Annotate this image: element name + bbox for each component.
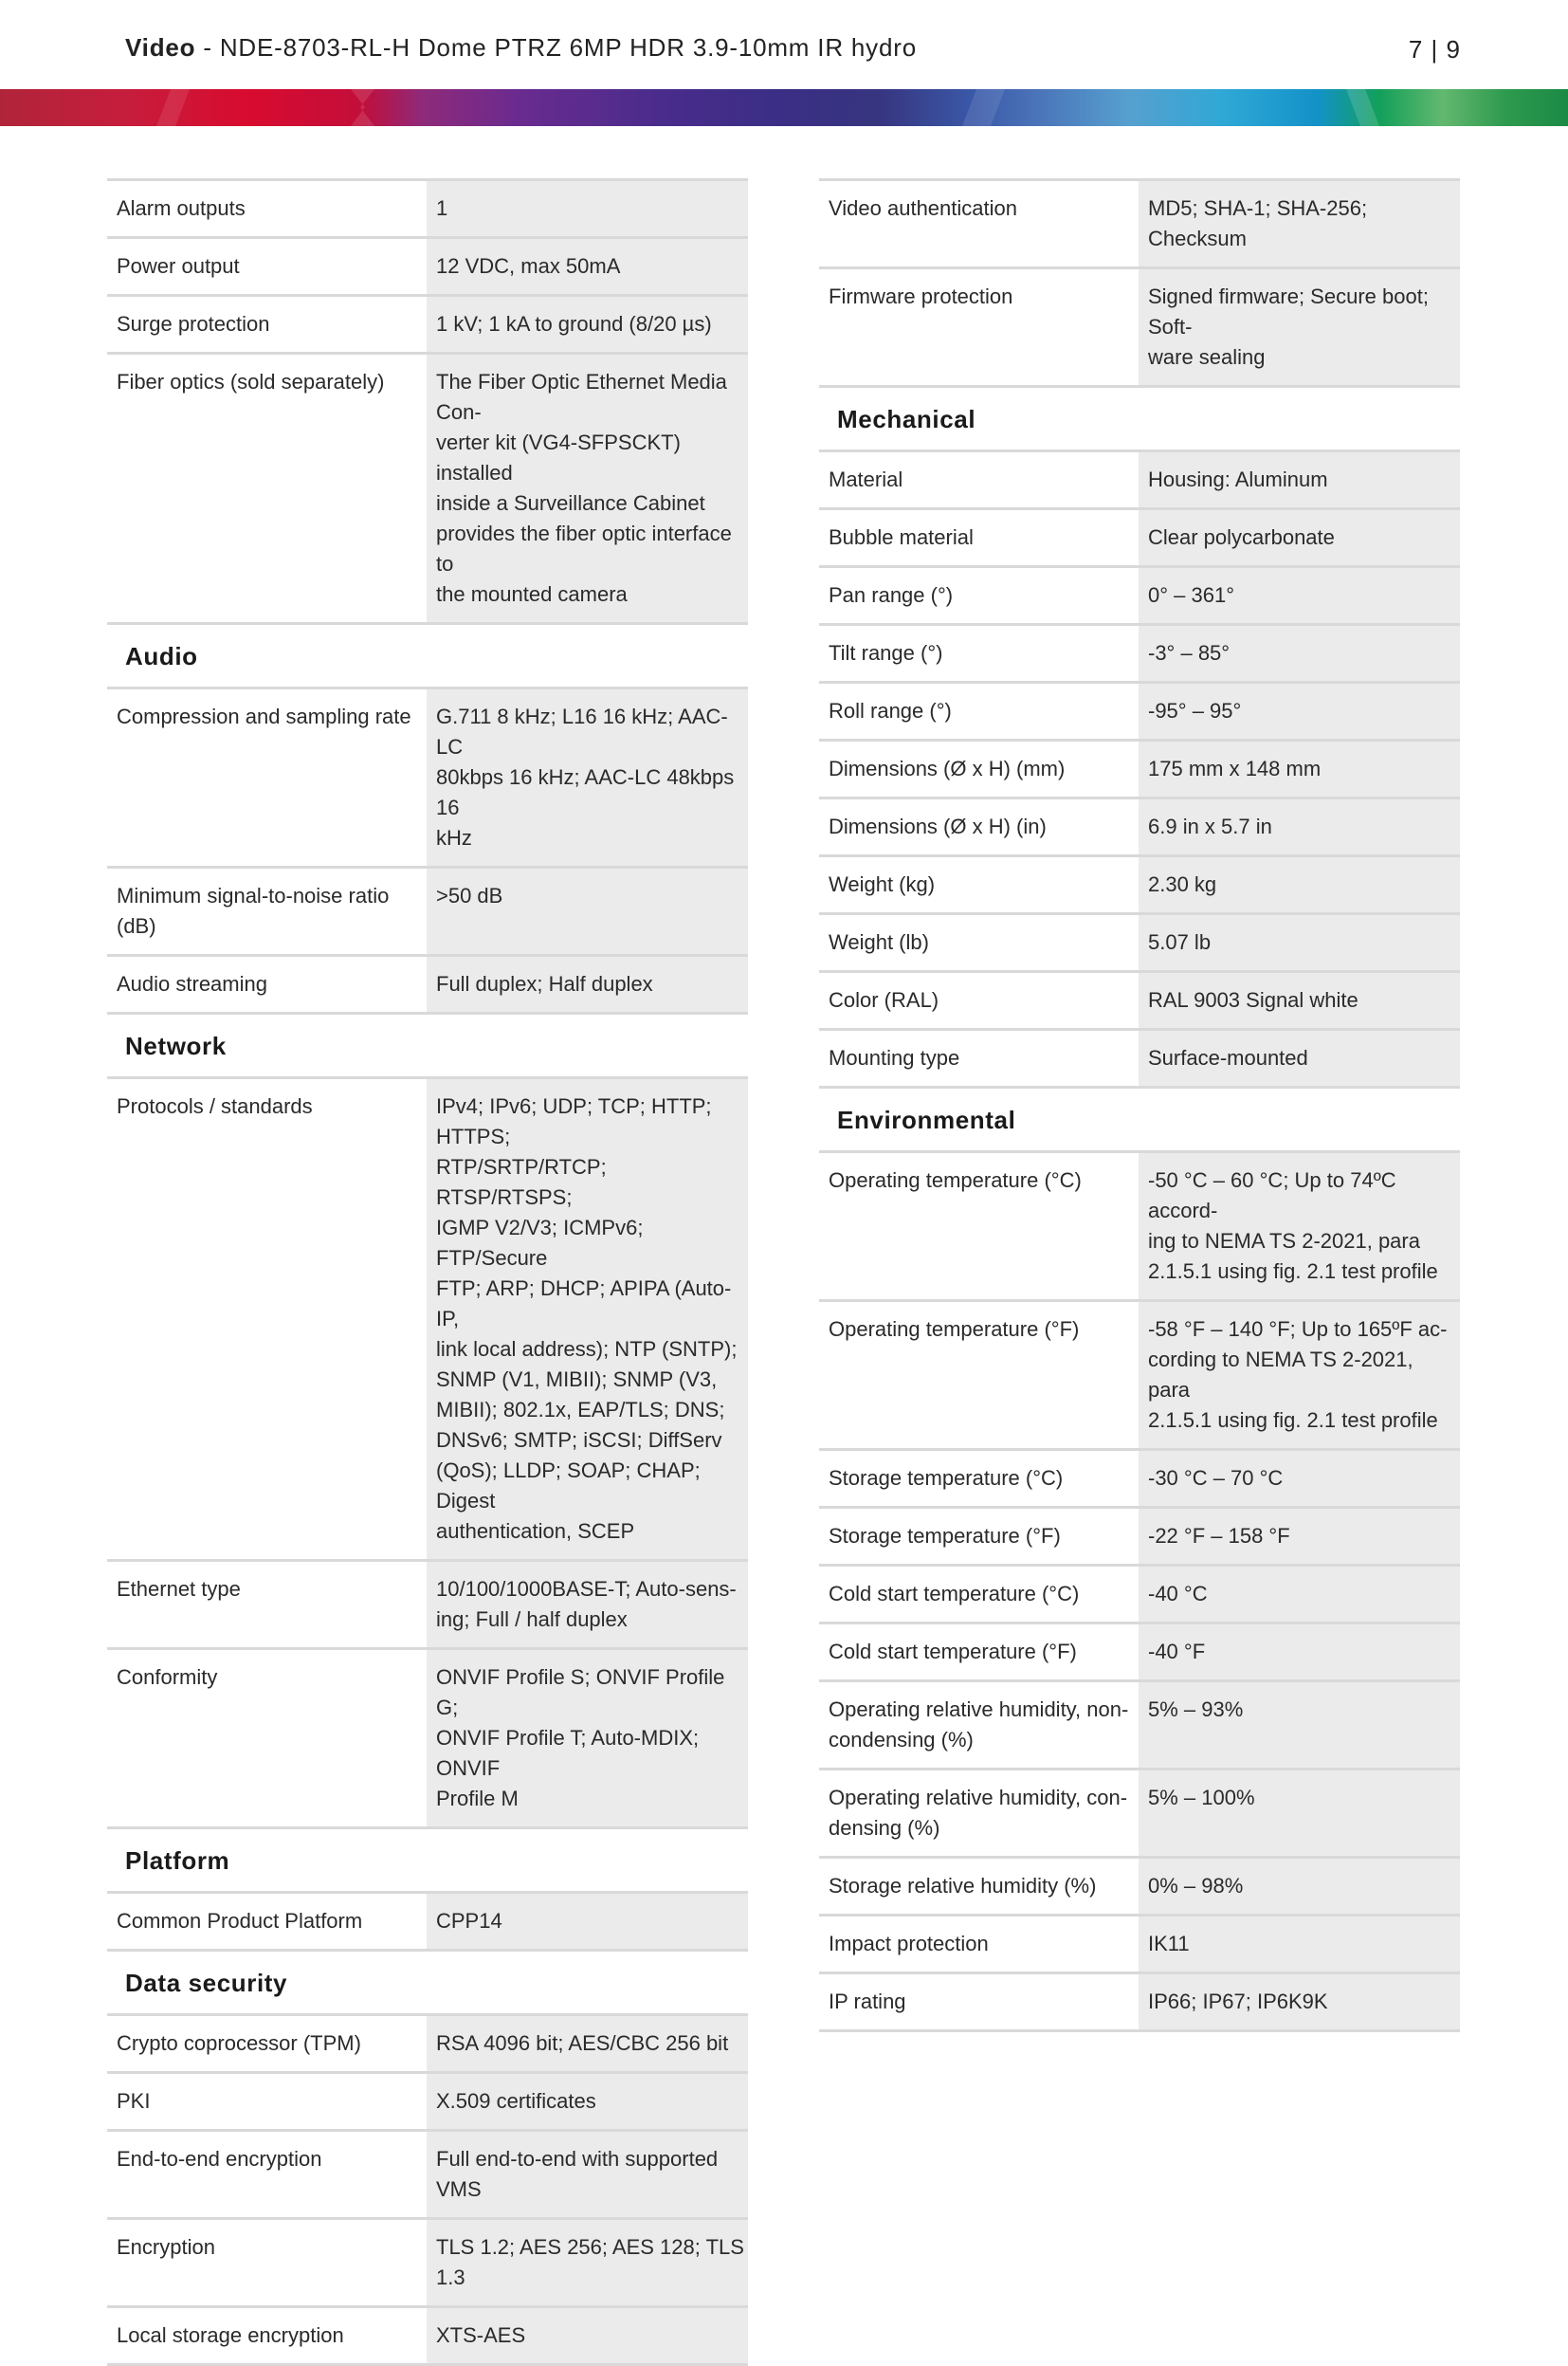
spec-label-line: Cold start temperature (°F)	[829, 1640, 1077, 1663]
spec-label-line: Roll range (°)	[829, 699, 952, 723]
spec-row	[819, 1972, 1460, 2029]
spec-value-line: -40 °C	[1148, 1582, 1208, 1605]
spec-value	[427, 2132, 748, 2217]
spec-row	[107, 687, 748, 866]
spec-label-line: Ethernet type	[117, 1577, 241, 1601]
spec-label	[819, 799, 1139, 854]
section-heading: Mechanical	[819, 385, 1460, 449]
spec-value-line: 12 VDC, max 50mA	[436, 254, 621, 278]
spec-label-line: Storage temperature (°F)	[829, 1524, 1061, 1548]
spec-value-line: Full end-to-end with supported VMS	[436, 2147, 719, 2201]
spec-value-line: 0° – 361°	[1148, 583, 1234, 607]
spec-label	[819, 684, 1139, 739]
spec-value	[1139, 684, 1460, 739]
section-heading: Environmental	[819, 1086, 1460, 1150]
spec-value	[1139, 1624, 1460, 1679]
spec-row	[107, 352, 748, 622]
spec-value-line: 2.30 kg	[1148, 872, 1217, 896]
spec-value-line: ONVIF Profile T; Auto-MDIX; ONVIF	[436, 1726, 700, 1780]
spec-value-line: cording to NEMA TS 2-2021, para	[1148, 1348, 1413, 1402]
spec-value-line: G.711 8 kHz; L16 16 kHz; AAC-LC	[436, 705, 728, 759]
spec-label	[819, 1770, 1139, 1856]
spec-label-line: Crypto coprocessor (TPM)	[117, 2031, 361, 2055]
spec-value-line: DNSv6; SMTP; iSCSI; DiffServ	[436, 1428, 722, 1452]
spec-label-line: Operating relative humidity, non-	[829, 1697, 1129, 1721]
spec-row	[819, 912, 1460, 970]
spec-label	[819, 1153, 1139, 1299]
spec-value	[1139, 1859, 1460, 1914]
spec-value	[1139, 1031, 1460, 1086]
spec-value-line: RTP/SRTP/RTCP; RTSP/RTSPS;	[436, 1155, 607, 1209]
spec-value-line: CPP14	[436, 1909, 502, 1933]
spec-value	[1139, 1770, 1460, 1856]
spec-row	[819, 623, 1460, 681]
table-bottom-rule	[819, 2029, 1460, 2032]
spec-value-line: Surface-mounted	[1148, 1046, 1308, 1070]
spec-value-line: ing; Full / half duplex	[436, 1607, 628, 1631]
spec-row	[107, 178, 748, 236]
spec-row	[819, 1622, 1460, 1679]
spec-value	[1139, 1917, 1460, 1972]
spec-label-line: Material	[829, 468, 903, 491]
spec-value	[1139, 1153, 1460, 1299]
spec-label	[107, 2132, 427, 2217]
spec-value	[427, 2016, 748, 2071]
spec-row	[819, 1506, 1460, 1564]
spec-value	[1139, 1451, 1460, 1506]
spec-label	[819, 1031, 1139, 1086]
spec-label-line: Color (RAL)	[829, 988, 939, 1012]
spec-label-line: Common Product Platform	[117, 1909, 363, 1933]
spec-value-line: X.509 certificates	[436, 2089, 596, 2113]
spec-label	[819, 1859, 1139, 1914]
spec-row	[107, 2071, 748, 2129]
spec-value-line: 1 kV; 1 kA to ground (8/20 µs)	[436, 312, 712, 336]
spec-value-line: ONVIF Profile S; ONVIF Profile G;	[436, 1665, 725, 1719]
spec-row	[819, 797, 1460, 854]
spec-label-line: Operating relative humidity, con-	[829, 1786, 1128, 1809]
section-heading: Network	[107, 1012, 748, 1076]
spec-label	[819, 973, 1139, 1028]
spec-value	[1139, 973, 1460, 1028]
spec-label-line: Weight (kg)	[829, 872, 936, 896]
spec-label	[107, 1079, 427, 1559]
spec-value-line: 2.1.5.1 using fig. 2.1 test profile	[1148, 1408, 1438, 1432]
spec-label	[107, 957, 427, 1012]
spec-value	[1139, 452, 1460, 507]
spec-label-line: Power output	[117, 254, 240, 278]
spec-row	[819, 449, 1460, 507]
spec-row	[107, 1647, 748, 1826]
spec-label	[819, 568, 1139, 623]
spec-value-line: Profile M	[436, 1787, 519, 1810]
spec-value-line: 5.07 lb	[1148, 930, 1212, 954]
spec-label-line: Operating temperature (°F)	[829, 1317, 1080, 1341]
spec-label	[819, 1917, 1139, 1972]
spec-label-line: PKI	[117, 2089, 151, 2113]
spec-value-line: 1	[436, 196, 448, 220]
spec-row	[819, 1768, 1460, 1856]
spec-value-line: (QoS); LLDP; SOAP; CHAP; Digest	[436, 1458, 701, 1513]
brand-color-band	[0, 89, 1568, 126]
spec-value-line: 0% – 98%	[1148, 1874, 1244, 1898]
spec-row	[819, 1914, 1460, 1972]
spec-value-line: the mounted camera	[436, 582, 628, 606]
spec-value	[427, 957, 748, 1012]
spec-value	[1139, 742, 1460, 797]
spec-row	[819, 178, 1460, 266]
spec-value-line: IGMP V2/V3; ICMPv6; FTP/Secure	[436, 1216, 644, 1270]
spec-row	[107, 954, 748, 1012]
spec-value-line: FTP; ARP; DHCP; APIPA (Auto-IP,	[436, 1276, 732, 1330]
spec-value	[427, 239, 748, 294]
spec-label-line: Tilt range (°)	[829, 641, 943, 665]
spec-label	[819, 742, 1139, 797]
spec-value-line: ing to NEMA TS 2-2021, para	[1148, 1229, 1420, 1253]
spec-label	[107, 355, 427, 622]
spec-label	[819, 915, 1139, 970]
spec-label	[819, 626, 1139, 681]
section-heading: Data security	[107, 1949, 748, 2013]
page-number: 7 | 9	[1408, 35, 1461, 64]
spec-value-line: link local address); NTP (SNTP);	[436, 1337, 738, 1361]
spec-label-line: Cold start temperature (°C)	[829, 1582, 1080, 1605]
spec-label-line: Audio streaming	[117, 972, 267, 996]
spec-value	[1139, 181, 1460, 266]
spec-value-line: 2.1.5.1 using fig. 2.1 test profile	[1148, 1259, 1438, 1283]
spec-value-line: -40 °F	[1148, 1640, 1206, 1663]
spec-value	[427, 689, 748, 866]
spec-value	[427, 1650, 748, 1826]
spec-row	[819, 681, 1460, 739]
spec-value-line: XTS-AES	[436, 2323, 526, 2347]
left-spec-column	[107, 178, 748, 2366]
spec-value	[427, 181, 748, 236]
spec-label-line: condensing (%)	[829, 1728, 974, 1752]
spec-label-line: Surge protection	[117, 312, 270, 336]
spec-value	[427, 1079, 748, 1559]
spec-label	[819, 181, 1139, 266]
spec-value-line: IPv4; IPv6; UDP; TCP; HTTP; HTTPS;	[436, 1094, 712, 1148]
spec-value-line: 1.3	[436, 2265, 465, 2289]
spec-label	[107, 689, 427, 866]
spec-label-line: Video authentication	[829, 196, 1017, 220]
spec-value-line: 175 mm x 148 mm	[1148, 757, 1322, 780]
spec-label-line: Weight (lb)	[829, 930, 929, 954]
spec-label	[107, 181, 427, 236]
spec-label-line: Conformity	[117, 1665, 218, 1689]
spec-value	[1139, 1302, 1460, 1448]
spec-label	[819, 269, 1139, 385]
spec-value	[427, 2308, 748, 2363]
spec-value	[1139, 1567, 1460, 1622]
spec-value	[1139, 269, 1460, 385]
spec-value-line: TLS 1.2; AES 256; AES 128; TLS	[436, 2235, 744, 2259]
spec-value	[427, 869, 748, 954]
spec-value	[1139, 626, 1460, 681]
spec-value	[427, 297, 748, 352]
spec-value-line: MD5; SHA-1; SHA-256; Checksum	[1148, 196, 1368, 250]
spec-row	[107, 2013, 748, 2071]
spec-label-line: Dimensions (Ø x H) (in)	[829, 815, 1047, 838]
spec-row	[107, 294, 748, 352]
spec-label-line: End-to-end encryption	[117, 2147, 322, 2171]
spec-value-line: kHz	[436, 826, 472, 850]
spec-label-line: Pan range (°)	[829, 583, 954, 607]
spec-label	[819, 1451, 1139, 1506]
spec-value-line: -3° – 85°	[1148, 641, 1231, 665]
spec-label	[819, 510, 1139, 565]
spec-value-line: IP66; IP67; IP6K9K	[1148, 1990, 1328, 2013]
spec-label-line: Compression and sampling rate	[117, 705, 411, 728]
spec-value-line: The Fiber Optic Ethernet Media Con-	[436, 370, 727, 424]
spec-value	[1139, 1974, 1460, 2029]
spec-label-line: Alarm outputs	[117, 196, 246, 220]
spec-row	[819, 565, 1460, 623]
spec-value-line: 5% – 93%	[1148, 1697, 1244, 1721]
spec-label	[107, 239, 427, 294]
spec-value-line: inside a Surveillance Cabinet	[436, 491, 705, 515]
spec-value-line: SNMP (V1, MIBII); SNMP (V3,	[436, 1367, 718, 1391]
spec-label	[107, 2016, 427, 2071]
spec-row	[107, 1559, 748, 1647]
spec-label	[107, 1650, 427, 1826]
spec-value-line: authentication, SCEP	[436, 1519, 635, 1543]
section-heading: Platform	[107, 1826, 748, 1891]
spec-row	[819, 1299, 1460, 1448]
spec-row	[107, 2217, 748, 2305]
spec-row	[107, 866, 748, 954]
document-title	[125, 33, 917, 63]
spec-value-line: Signed firmware; Secure boot; Soft-	[1148, 284, 1429, 339]
spec-label-line: IP rating	[829, 1990, 906, 2013]
spec-label	[107, 2074, 427, 2129]
spec-value-line: -30 °C – 70 °C	[1148, 1466, 1284, 1490]
spec-value-line: IK11	[1148, 1932, 1190, 1955]
spec-label-line: Protocols / standards	[117, 1094, 313, 1118]
spec-label	[819, 1682, 1139, 1768]
spec-label	[107, 2308, 427, 2363]
spec-label	[819, 1974, 1139, 2029]
spec-label	[107, 1894, 427, 1949]
spec-value	[1139, 510, 1460, 565]
spec-row	[819, 1564, 1460, 1622]
spec-row	[819, 854, 1460, 912]
spec-value-line: 80kbps 16 kHz; AAC-LC 48kbps 16	[436, 765, 735, 819]
spec-value	[427, 2074, 748, 2129]
spec-label-line: densing (%)	[829, 1816, 940, 1840]
spec-label	[819, 1567, 1139, 1622]
document-category: Video	[125, 33, 196, 62]
spec-label-line: Operating temperature (°C)	[829, 1168, 1082, 1192]
spec-label-line: Fiber optics (sold separately)	[117, 370, 385, 394]
spec-value-line: MIBII); 802.1x, EAP/TLS; DNS;	[436, 1398, 725, 1421]
spec-label-line: Dimensions (Ø x H) (mm)	[829, 757, 1066, 780]
spec-label	[107, 297, 427, 352]
spec-row	[107, 2129, 748, 2217]
spec-value	[1139, 915, 1460, 970]
spec-row	[819, 1150, 1460, 1299]
spec-label-line: Firmware protection	[829, 284, 1013, 308]
spec-value-line: Clear polycarbonate	[1148, 525, 1335, 549]
spec-label	[819, 857, 1139, 912]
spec-value	[1139, 799, 1460, 854]
spec-row	[819, 507, 1460, 565]
spec-value	[427, 1562, 748, 1647]
spec-value	[427, 2220, 748, 2305]
spec-label-line: Impact protection	[829, 1932, 989, 1955]
spec-label-line: Bubble material	[829, 525, 974, 549]
spec-label	[107, 2220, 427, 2305]
spec-row	[819, 1679, 1460, 1768]
right-spec-column	[819, 178, 1460, 2032]
section-heading: Audio	[107, 622, 748, 687]
spec-label	[819, 1509, 1139, 1564]
spec-row	[819, 739, 1460, 797]
spec-value-line: -58 °F – 140 °F; Up to 165ºF ac-	[1148, 1317, 1448, 1341]
page-header	[0, 0, 1568, 90]
spec-row	[107, 1891, 748, 1949]
spec-value-line: -50 °C – 60 °C; Up to 74ºC accord-	[1148, 1168, 1396, 1222]
spec-row	[819, 1448, 1460, 1506]
spec-value-line: Housing: Aluminum	[1148, 468, 1328, 491]
spec-value	[427, 1894, 748, 1949]
spec-row	[819, 1028, 1460, 1086]
spec-label	[819, 1624, 1139, 1679]
spec-value-line: Full duplex; Half duplex	[436, 972, 653, 996]
spec-value-line: -22 °F – 158 °F	[1148, 1524, 1290, 1548]
spec-label-line: Local storage encryption	[117, 2323, 344, 2347]
spec-row	[107, 236, 748, 294]
document-product-name: - NDE-8703-RL-H Dome PTRZ 6MP HDR 3.9-10mm IR hydro	[195, 33, 917, 62]
spec-value-line: 6.9 in x 5.7 in	[1148, 815, 1272, 838]
spec-row	[107, 1076, 748, 1559]
spec-label-line: Minimum signal-to-noise ratio (dB)	[117, 884, 390, 938]
spec-label	[107, 1562, 427, 1647]
spec-row	[819, 1856, 1460, 1914]
spec-row	[819, 266, 1460, 385]
spec-label-line: Encryption	[117, 2235, 215, 2259]
spec-value-line: 5% – 100%	[1148, 1786, 1255, 1809]
spec-label	[819, 1302, 1139, 1448]
spec-value-line: 10/100/1000BASE-T; Auto-sens-	[436, 1577, 737, 1601]
spec-label	[107, 869, 427, 954]
spec-value-line: RAL 9003 Signal white	[1148, 988, 1358, 1012]
spec-value	[1139, 568, 1460, 623]
spec-value	[1139, 1682, 1460, 1768]
spec-value-line: RSA 4096 bit; AES/CBC 256 bit	[436, 2031, 729, 2055]
spec-row	[819, 970, 1460, 1028]
spec-value	[1139, 1509, 1460, 1564]
spec-label-line: Storage relative humidity (%)	[829, 1874, 1097, 1898]
spec-value-line: -95° – 95°	[1148, 699, 1242, 723]
spec-value-line: ware sealing	[1148, 345, 1266, 369]
spec-row	[107, 2305, 748, 2363]
spec-label-line: Storage temperature (°C)	[829, 1466, 1064, 1490]
spec-value-line: >50 dB	[436, 884, 503, 908]
spec-value	[1139, 857, 1460, 912]
spec-label	[819, 452, 1139, 507]
spec-value-line: provides the fiber optic interface to	[436, 522, 732, 576]
spec-value	[427, 355, 748, 622]
spec-value-line: verter kit (VG4-SFPSCKT) installed	[436, 431, 681, 485]
spec-label-line: Mounting type	[829, 1046, 960, 1070]
